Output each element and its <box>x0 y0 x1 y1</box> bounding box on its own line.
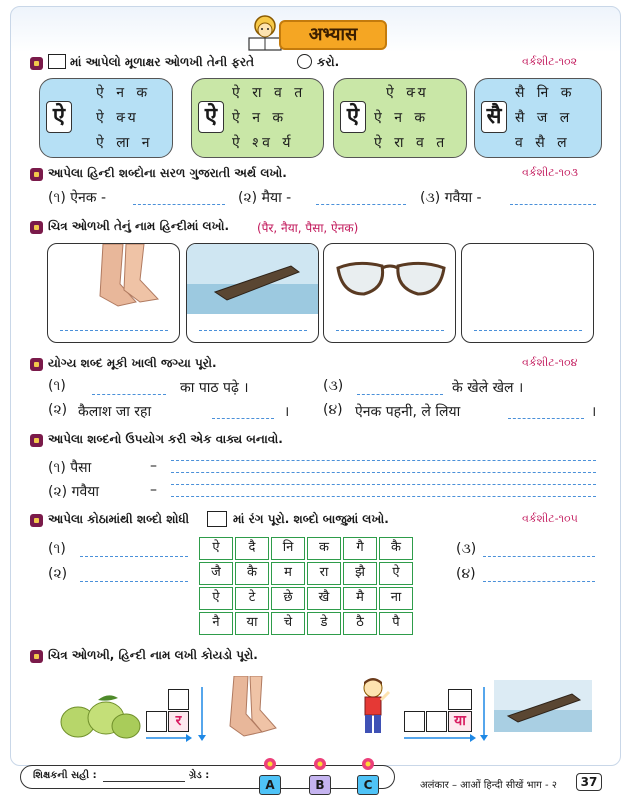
answer-line[interactable] <box>171 496 596 497</box>
instruction-3: ચિત્ર ઓળખી તેનું નામ હિન્દીમાં લખો. <box>48 219 230 233</box>
word-label: (૨) <box>48 566 68 582</box>
sentence-word-1: (૧) पैसा <box>48 460 92 476</box>
section-bullet <box>30 168 43 181</box>
answer-line[interactable] <box>510 204 596 205</box>
answer-line[interactable] <box>171 472 596 473</box>
circle-symbol <box>297 54 312 69</box>
meaning-question-1: (૧) ऐनक - <box>48 190 106 206</box>
fill-item-num: (૨) <box>48 402 68 418</box>
fill-item-text: कैलाश जा रहा <box>78 404 152 420</box>
worksheet-label: વર્કશીટ-૧૦૪ <box>522 356 578 369</box>
boy-singer-icon <box>355 676 393 738</box>
guava-fruits-icon <box>58 692 142 740</box>
flower-icon <box>262 756 278 772</box>
grid-cell[interactable]: कै <box>235 562 269 585</box>
answer-line[interactable] <box>133 204 225 205</box>
worksheet-label: વર્કશીટ-૧૦૫ <box>522 512 578 525</box>
title-banner <box>243 14 387 52</box>
grid-cell[interactable]: ना <box>379 587 413 610</box>
instruction-7: ચિત્ર ઓળખી, હિન્દી નામ લખી કોયડો પૂરો. <box>48 648 258 662</box>
flower-icon <box>360 756 376 772</box>
grade-label: ગ્રેડ : <box>189 770 210 781</box>
picture-box-glasses <box>323 243 456 343</box>
puzzle-box[interactable] <box>404 711 425 732</box>
teacher-sign-label: શિક્ષકની સહી : <box>33 770 97 781</box>
section-bullet <box>30 434 43 447</box>
arrow-down-icon <box>480 685 488 741</box>
sentence-word-2: (૨) गवैया <box>48 484 100 500</box>
answer-line[interactable] <box>357 394 443 395</box>
card-line[interactable]: सै नि क <box>515 85 576 101</box>
picture-box-boat <box>186 243 319 343</box>
answer-line[interactable] <box>171 484 596 485</box>
section-bullet <box>30 514 43 527</box>
answer-line[interactable] <box>508 418 584 419</box>
meaning-question-3: (૩) गवैया - <box>420 190 482 206</box>
word-hint: (पैर, नैया, पैसा, ऐनक) <box>257 221 359 235</box>
answer-line[interactable] <box>212 418 274 419</box>
word-label: (૧) <box>48 541 66 557</box>
boat-icon <box>187 244 319 314</box>
instruction-1: માં આપેલો મૂળાક્ષર ઓળખી તેની ફરતે <box>70 55 255 69</box>
glasses-icon <box>324 244 456 314</box>
section-bullet <box>30 650 43 663</box>
grid-cell[interactable]: टे <box>235 587 269 610</box>
card-line[interactable]: सै ज ल <box>515 110 574 126</box>
footer-bar <box>20 765 395 789</box>
fill-item-num: (૪) <box>323 402 343 418</box>
letter-card-3 <box>333 78 467 158</box>
puzzle-box[interactable] <box>426 711 447 732</box>
section-bullet <box>30 358 43 371</box>
puzzle-box-clue: र <box>168 711 189 732</box>
card-line[interactable]: ऐ न क <box>96 85 152 101</box>
instruction-5: આપેલા શબ્દનો ઉપયોગ કરી એક વાક્ય બનાવો. <box>48 432 283 446</box>
grid-cell[interactable]: नै <box>199 612 233 635</box>
grid-cell[interactable]: झै <box>343 562 377 585</box>
card-letter[interactable]: सै <box>481 101 507 133</box>
letter-card-4 <box>474 78 602 158</box>
grid-cell[interactable]: ऐ <box>199 587 233 610</box>
flower-icon <box>312 756 328 772</box>
foot-picture-icon <box>212 676 282 740</box>
grade-a[interactable]: A <box>259 775 281 795</box>
fill-item-text: ऐनक पहनी, ले लिया <box>355 404 461 420</box>
grid-cell[interactable]: गै <box>343 537 377 560</box>
instruction-box-symbol <box>207 511 227 527</box>
page-title: अभ्यास <box>279 20 387 50</box>
instruction-4: યોગ્ય શબ્દ મૂકી ખાલી જગ્યા પૂરો. <box>48 356 217 370</box>
section-bullet <box>30 57 43 70</box>
card-line[interactable]: ऐ रा व त <box>232 85 307 101</box>
grid-cell[interactable]: ऐ <box>379 562 413 585</box>
grade-c[interactable]: C <box>357 775 379 795</box>
grid-cell[interactable]: छे <box>271 587 305 610</box>
card-line[interactable]: ऐ क्य <box>386 85 430 101</box>
card-line[interactable]: ऐ न क <box>374 110 430 126</box>
instruction-2: આપેલા હિન્દી શબ્દોના સરળ ગુજરાતી અર્થ લખો. <box>48 166 287 180</box>
dash-symbol: – <box>150 482 157 498</box>
fill-item-text: का पाठ पढ़े । <box>180 380 249 396</box>
grid-cell[interactable]: दै <box>235 537 269 560</box>
letter-card-2 <box>191 78 324 158</box>
grid-cell[interactable]: चे <box>271 612 305 635</box>
puzzle-box[interactable] <box>168 689 189 710</box>
picture-box-empty <box>461 243 594 343</box>
feet-icon <box>48 244 180 314</box>
answer-line[interactable] <box>199 330 307 331</box>
card-letter[interactable]: ऐ <box>340 101 366 133</box>
answer-line[interactable] <box>60 330 168 331</box>
word-label: (૪) <box>456 566 476 582</box>
answer-line[interactable] <box>483 581 595 582</box>
card-line[interactable]: ऐ ला न <box>96 135 154 151</box>
fill-item-num: (૩) <box>323 378 344 394</box>
answer-line[interactable] <box>92 394 166 395</box>
puzzle-box[interactable] <box>146 711 167 732</box>
arrow-right-icon <box>144 734 192 742</box>
book-title: अलंकार – आओं हिन्दी सीखें भाग - २ <box>420 780 557 791</box>
grid-cell[interactable]: या <box>235 612 269 635</box>
grid-cell[interactable]: नि <box>271 537 305 560</box>
grade-b[interactable]: B <box>309 775 331 795</box>
card-line[interactable]: व सै ल <box>515 135 571 151</box>
instruction-6-end: માં રંગ પૂરો. શબ્દો બાજુમાં લખો. <box>233 512 389 526</box>
answer-line[interactable] <box>483 556 595 557</box>
worksheet-label: વર્કશીટ-૧૦૨ <box>522 55 578 68</box>
card-letter[interactable]: ऐ <box>46 101 72 133</box>
answer-line[interactable] <box>80 556 188 557</box>
boat-picture-icon <box>494 680 592 732</box>
instruction-box-symbol <box>48 54 66 69</box>
answer-line[interactable] <box>336 330 444 331</box>
grid-cell[interactable]: क <box>307 537 341 560</box>
arrow-right-icon <box>402 734 476 742</box>
puzzle-box[interactable] <box>448 689 472 710</box>
worksheet-label: વર્કશીટ-૧૦૩ <box>522 166 578 179</box>
fill-item-text: । <box>591 404 597 420</box>
section-bullet <box>30 221 43 234</box>
grid-cell[interactable]: पै <box>379 612 413 635</box>
letter-card-1 <box>39 78 173 158</box>
dash-symbol: – <box>150 458 157 474</box>
instruction-6: આપેલા કોઠામાંથી શબ્દો શોધી <box>48 512 190 526</box>
fill-item-text: के खेले खेल । <box>452 380 524 396</box>
page-number: 37 <box>576 773 602 791</box>
answer-line[interactable] <box>80 581 188 582</box>
grid-cell[interactable]: खै <box>307 587 341 610</box>
grid-cell[interactable]: ठै <box>343 612 377 635</box>
card-letter[interactable]: ऐ <box>198 101 224 133</box>
answer-line[interactable] <box>316 204 406 205</box>
signature-line[interactable] <box>103 781 185 782</box>
fill-item-num: (૧) <box>48 378 66 394</box>
puzzle-box-clue: या <box>448 711 472 732</box>
grid-cell[interactable]: डे <box>307 612 341 635</box>
fill-item-text: । <box>284 404 290 420</box>
answer-line[interactable] <box>171 460 596 461</box>
card-line[interactable]: ऐ रा व त <box>374 135 449 151</box>
grid-cell[interactable]: म <box>271 562 305 585</box>
card-line[interactable]: ऐ श्व र्य <box>232 135 295 151</box>
card-line[interactable]: ऐ न क <box>232 110 288 126</box>
answer-line[interactable] <box>474 330 582 331</box>
word-label: (૩) <box>456 541 477 557</box>
instruction-1-end: કરો. <box>317 55 340 69</box>
grid-cell[interactable]: जै <box>199 562 233 585</box>
grid-cell[interactable]: ऐ <box>199 537 233 560</box>
grid-cell[interactable]: मै <box>343 587 377 610</box>
meaning-question-2: (૨) मैया - <box>238 190 292 206</box>
arrow-down-icon <box>198 685 206 741</box>
grid-cell[interactable]: कै <box>379 537 413 560</box>
card-line[interactable]: ऐ क्य <box>96 110 140 126</box>
grid-cell[interactable]: रा <box>307 562 341 585</box>
picture-box-feet <box>47 243 180 343</box>
